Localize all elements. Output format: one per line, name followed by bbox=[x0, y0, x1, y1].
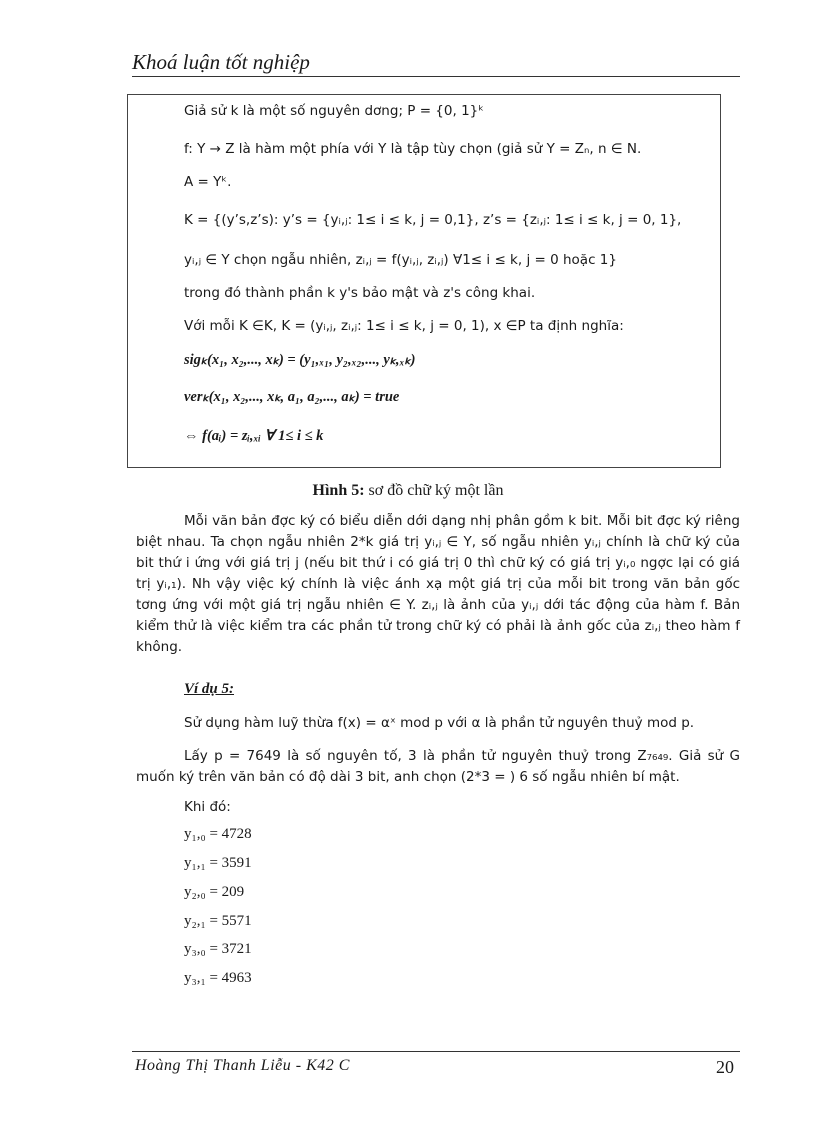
example-label: Ví dụ 5: bbox=[184, 681, 235, 697]
box-line-2: f: Y → Z là hàm một phía với Y là tập tùy chọn (giả sử Y = Zₙ, n ∈ N. bbox=[184, 141, 642, 157]
value-item: y₃,₁ = 4963 bbox=[184, 970, 252, 986]
box-line-4: K = {(y’s,z’s): y’s = {yᵢ,ⱼ: 1≤ i ≤ k, j = 0,1}, z’s = {zᵢ,ⱼ: 1≤ i ≤ k, j = 0, 1}, bbox=[184, 212, 682, 228]
caption-label: Hình 5: bbox=[312, 482, 365, 499]
value-item: y₂,₀ = 209 bbox=[184, 884, 245, 900]
equivalence-formula: ⇔ f(aᵢ) = zᵢ,ₓᵢ ∀ 1≤ i ≤ k bbox=[184, 428, 324, 444]
box-line-1: Giả sử k là một số nguyên dơng; P = {0, 1}ᵏ bbox=[184, 103, 484, 119]
box-line-5: yᵢ,ⱼ ∈ Y chọn ngẫu nhiên, zᵢ,ⱼ = f(yᵢ,ⱼ, zᵢ,ⱼ) ∀1≤ i ≤ k, j = 0 hoặc 1} bbox=[184, 252, 617, 268]
value-item: y₃,₀ = 3721 bbox=[184, 941, 252, 957]
value-item: y₁,₀ = 4728 bbox=[184, 826, 252, 842]
example-paragraph-3: Khi đó: bbox=[184, 799, 231, 815]
page-number: 20 bbox=[716, 1057, 734, 1077]
ver-formula: verₖ(x₁, x₂,..., xₖ, a₁, a₂,..., aₖ) = true bbox=[184, 389, 400, 405]
value-item: y₂,₁ = 5571 bbox=[184, 913, 252, 929]
body-paragraph bbox=[136, 511, 740, 658]
example-block-3 bbox=[136, 797, 740, 818]
figure-caption bbox=[0, 482, 816, 500]
example-block bbox=[136, 713, 740, 734]
header-title: Khoá luận tốt nghiệp bbox=[132, 50, 310, 74]
example-block-2 bbox=[136, 746, 740, 788]
example-paragraph-2: Lấy p = 7649 là số nguyên tố, 3 là phần tử nguyên thuỷ trong Z₇₆₄₉. Giả sử G muốn ký trên văn bản có độ dài 3 bit, anh chọn (2*3 = ) 6 số ngẫu nhiên bí mật. bbox=[136, 748, 740, 785]
example-paragraph-1: Sử dụng hàm luỹ thừa f(x) = αˣ mod p với α là phần tử nguyên thuỷ mod p. bbox=[184, 715, 695, 731]
paragraph-1: Mỗi văn bản đợc ký có biểu diễn dới dạng nhị phân gồm k bit. Mỗi bit đợc ký riêng biệt nhau. Ta chọn ngẫu nhiên 2*k giá trị yᵢ,ⱼ ∈ Y, số ngẫu nhiên yᵢ,ⱼ chính là chữ ký của bit thứ i ứng với giá trị j (nếu bit thứ i có giá trị 0 thì chữ ký có giá trị yᵢ,₀ ngợc lại có giá trị yᵢ,₁). Nh vậy việc ký chính là việc ánh xạ một giá trị của mỗi bit trong văn bản gốc tơng ứng với một giá trị ngẫu nhiên ∈ Y. zᵢ,ⱼ là ảnh của yᵢ,ⱼ dới tác động của hàm f. Bản kiểm thử là việc kiểm tra các phần tử trong chữ ký có phải là ảnh gốc của zᵢ,ⱼ theo hàm f không. bbox=[136, 513, 740, 655]
caption-text: sơ đồ chữ ký một lần bbox=[364, 482, 504, 499]
box-line-7: Với mỗi K ∈K, K = (yᵢ,ⱼ, zᵢ,ⱼ: 1≤ i ≤ k, j = 0, 1), x ∈P ta định nghĩa: bbox=[184, 318, 624, 334]
box-line-6: trong đó thành phần k y's bảo mật và z's công khai. bbox=[184, 285, 536, 301]
footer-author: Hoàng Thị Thanh Liễu - K42 C bbox=[135, 1057, 350, 1074]
header-rule bbox=[132, 76, 740, 77]
footer-rule bbox=[132, 1051, 740, 1052]
sig-formula: sigₖ(x₁, x₂,..., xₖ) = (y₁,ₓ₁, y₂,ₓ₂,..., yₖ,ₓₖ) bbox=[184, 352, 416, 368]
value-item: y₁,₁ = 3591 bbox=[184, 855, 252, 871]
box-line-3: A = Yᵏ. bbox=[184, 174, 232, 190]
